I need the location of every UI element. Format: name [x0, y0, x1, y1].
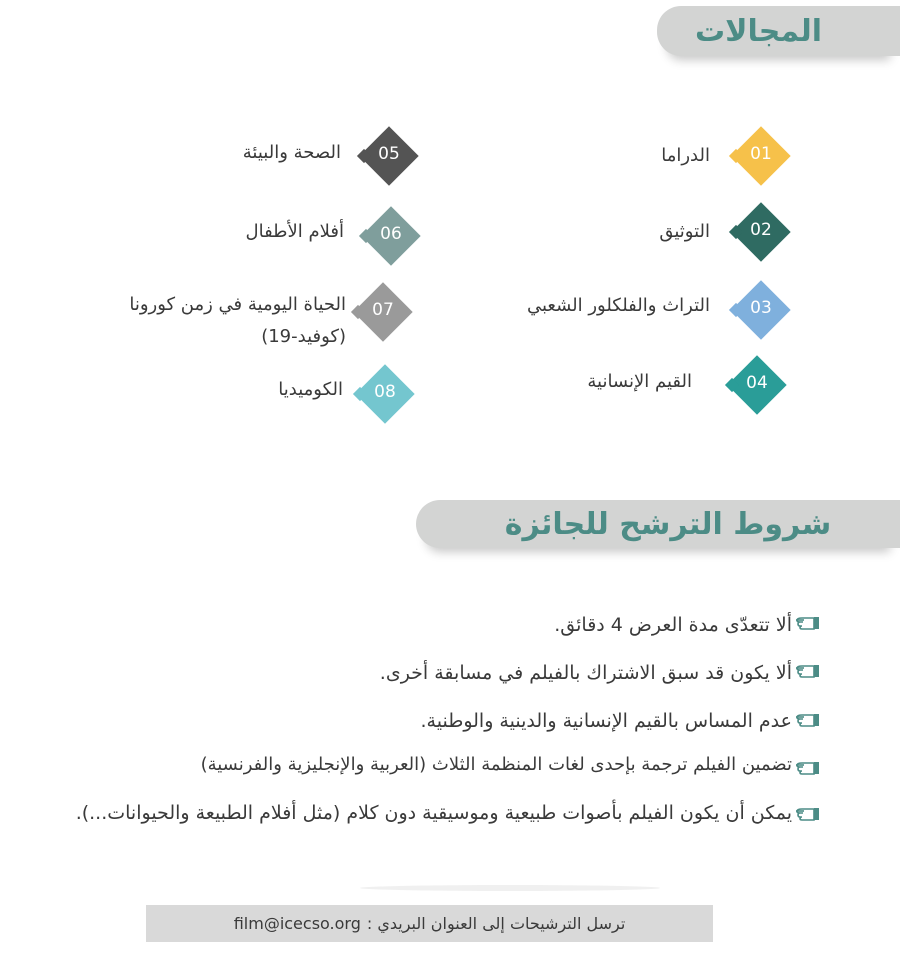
category-item	[230, 208, 430, 264]
email-link[interactable]: film@icecso.org	[233, 914, 361, 933]
category-label: الكوميديا	[278, 379, 343, 400]
category-label-secondary: (كوفيد-19)	[261, 326, 346, 347]
category-item	[228, 128, 428, 184]
category-item	[526, 282, 800, 338]
condition-item: تضمين الفيلم ترجمة بإحدى لغات المنظمة الثلاث (العربية والإنجليزية والفرنسية)	[200, 754, 792, 775]
condition-item: ألا تتعدّى مدة العرض 4 دقائق.	[554, 614, 792, 636]
pointing-hand-icon	[794, 759, 820, 777]
divider	[360, 885, 660, 891]
category-label: الدراما	[661, 145, 710, 166]
conditions-header	[416, 500, 900, 548]
category-item	[129, 284, 422, 347]
conditions-title: شروط الترشح للجائزة	[504, 506, 832, 542]
category-label: التوثيق	[659, 221, 710, 242]
category-number: 01	[750, 144, 772, 164]
category-number: 04	[746, 373, 768, 393]
category-item	[600, 204, 800, 260]
pointing-hand-icon	[794, 711, 820, 729]
category-number: 06	[380, 224, 402, 244]
pointing-hand-icon	[794, 614, 820, 632]
pointing-hand-icon	[794, 662, 820, 680]
fields-header	[657, 6, 900, 56]
category-number: 03	[750, 298, 772, 318]
submission-footer	[146, 905, 713, 942]
category-number: 07	[372, 300, 394, 320]
category-label: القيم الإنسانية	[587, 371, 692, 392]
condition-item: ألا يكون قد سبق الاشتراك بالفيلم في مسابقة أخرى.	[379, 662, 792, 684]
category-label: الحياة اليومية في زمن كورونا	[129, 294, 346, 315]
category-item	[600, 128, 800, 184]
condition-item: يمكن أن يكون الفيلم بأصوات طبيعية وموسيقية دون كلام (مثل أفلام الطبيعة والحيوانات...).	[75, 802, 792, 824]
category-item	[587, 357, 796, 413]
category-number: 02	[750, 220, 772, 240]
category-label: التراث والفلكلور الشعبي	[526, 295, 710, 316]
category-number: 08	[374, 382, 396, 402]
category-label: أفلام الأطفال	[245, 221, 344, 242]
category-number: 05	[378, 144, 400, 164]
fields-title: المجالات	[694, 13, 822, 49]
pointing-hand-icon	[794, 805, 820, 823]
category-item	[224, 366, 424, 422]
condition-item: عدم المساس بالقيم الإنسانية والدينية والوطنية.	[420, 710, 792, 732]
category-label: الصحة والبيئة	[242, 142, 341, 163]
footer-text: ترسل الترشيحات إلى العنوان البريدي :	[366, 914, 626, 933]
